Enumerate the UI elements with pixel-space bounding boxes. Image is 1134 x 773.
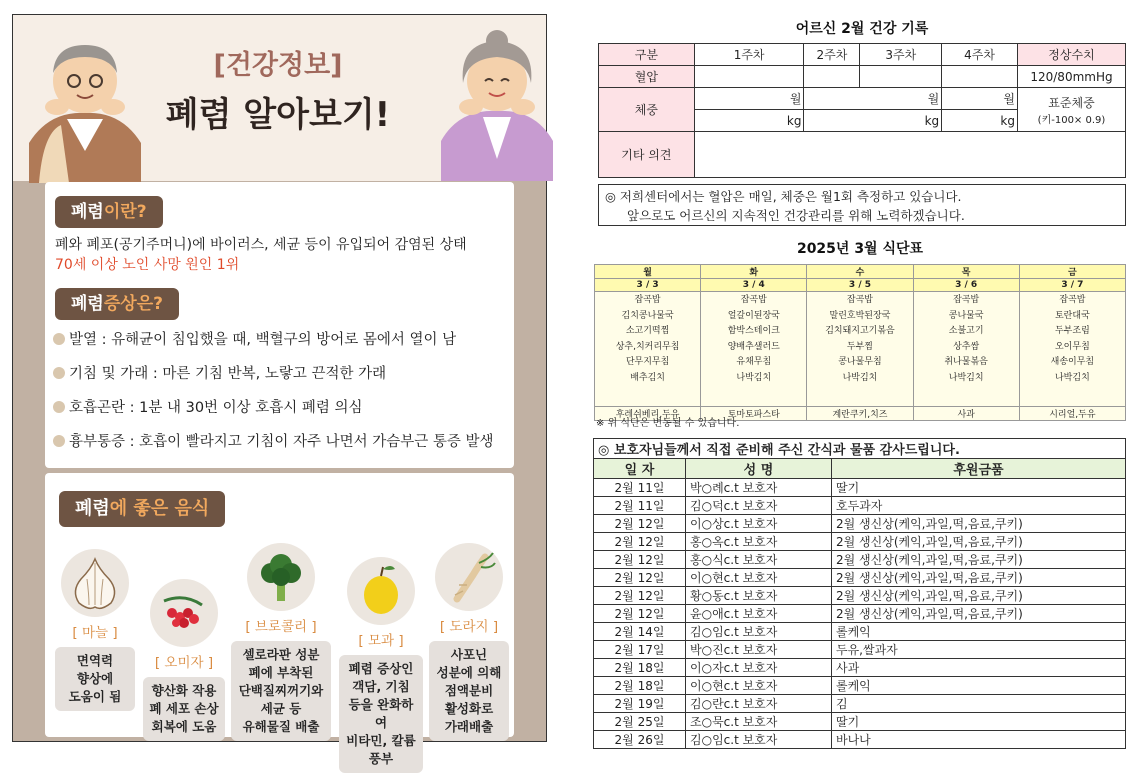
row-item: 딸기 bbox=[832, 713, 1126, 731]
weight-kg-cell[interactable]: kg bbox=[804, 110, 942, 132]
weight-month-cell[interactable]: 월 bbox=[942, 88, 1018, 110]
menu-meals-wed bbox=[807, 292, 913, 407]
food-desc bbox=[143, 677, 225, 741]
menu-dish: 김치콩나물국 bbox=[621, 310, 674, 321]
row-date: 2월 12일 bbox=[594, 551, 686, 569]
row-item: 김 bbox=[832, 695, 1126, 713]
symptom-text: 기침 및 가래 : 마른 기침 반복, 노랗고 끈적한 가래 bbox=[69, 366, 387, 382]
food-item-garlic bbox=[55, 549, 135, 711]
menu-dish: 단무지무침 bbox=[625, 357, 670, 367]
row-date: 2월 19일 bbox=[594, 695, 686, 713]
row-name: 이○현c.t 보호자 bbox=[686, 677, 832, 695]
meal-menu-table bbox=[594, 264, 1126, 421]
weight-kg-cell[interactable]: kg bbox=[694, 110, 804, 132]
table-header-cell: 구분 bbox=[599, 44, 695, 66]
food-item-bellflower-root bbox=[429, 543, 509, 741]
menu-dish: 나박김치 bbox=[1054, 372, 1090, 383]
good-foods-panel bbox=[45, 473, 514, 766]
row-item: 2월 생신상(케익,과일,떡,음료,쿠키) bbox=[832, 605, 1126, 623]
row-date: 2월 12일 bbox=[594, 533, 686, 551]
table-header-cell: 성 명 bbox=[686, 459, 832, 479]
health-info-poster bbox=[12, 14, 547, 766]
row-date: 2월 17일 bbox=[594, 641, 686, 659]
quince-icon bbox=[347, 557, 415, 625]
menu-title: 2025년 3월 식단표 bbox=[796, 241, 924, 257]
food-item-broccoli bbox=[231, 543, 331, 741]
menu-snack: 후레쉬베리,두유 bbox=[595, 407, 701, 421]
food-desc-line: 향상에 bbox=[76, 671, 114, 686]
health-record-title: 어르신 2월 건강 기록 bbox=[795, 21, 929, 37]
menu-dish: 상추,치커리무침 bbox=[615, 341, 680, 352]
menu-dish: 배추김치 bbox=[630, 372, 665, 383]
menu-day: 금 bbox=[1019, 265, 1125, 279]
grandmother-illustration bbox=[441, 29, 553, 181]
food-desc-line: 폐 세포 손상 bbox=[149, 701, 219, 716]
weight-month-cell[interactable]: 월 bbox=[694, 88, 804, 110]
grandfather-illustration bbox=[29, 33, 141, 183]
row-item: 딸기 bbox=[832, 479, 1126, 497]
row-date: 2월 11일 bbox=[594, 497, 686, 515]
food-desc-line: 단백질찌꺼기와 bbox=[238, 683, 324, 698]
row-name: 홍○옥c.t 보호자 bbox=[686, 533, 832, 551]
mortality-alert: 70세 이상 노인 사망 원인 1위 bbox=[55, 257, 240, 273]
menu-dish: 나박김치 bbox=[736, 372, 772, 383]
std-weight-formula: (키-100× 0.9) bbox=[1037, 114, 1106, 126]
row-item: 롤케익 bbox=[832, 677, 1126, 695]
row-date: 2월 12일 bbox=[594, 605, 686, 623]
bp-cell[interactable] bbox=[942, 66, 1018, 88]
garlic-icon bbox=[61, 549, 129, 617]
row-date: 2월 12일 bbox=[594, 587, 686, 605]
menu-dish: 두부찜 bbox=[846, 341, 874, 352]
table-header-cell: 일 자 bbox=[594, 459, 686, 479]
menu-note: ※ 위 식단은 변동될 수 있습니다. bbox=[596, 418, 740, 429]
poster-tag: [건강정보] bbox=[213, 50, 343, 81]
table-row bbox=[594, 623, 1126, 641]
bp-cell[interactable] bbox=[860, 66, 942, 88]
omija-berry-icon bbox=[150, 579, 218, 647]
menu-date: 3 / 4 bbox=[701, 279, 807, 292]
poster-title: 폐렴 알아보기! bbox=[165, 95, 391, 135]
menu-dish: 토란대국 bbox=[1054, 310, 1090, 321]
food-name: [ 브로콜리 ] bbox=[245, 619, 317, 635]
menu-dish: 소고기떡찜 bbox=[625, 326, 670, 336]
food-item-omija bbox=[143, 579, 225, 741]
bp-label: 혈압 bbox=[599, 66, 695, 88]
menu-dish: 잡곡밥 bbox=[1059, 295, 1086, 305]
row-name: 조○묵c.t 보호자 bbox=[686, 713, 832, 731]
row-date: 2월 14일 bbox=[594, 623, 686, 641]
weight-month-cell[interactable]: 월 bbox=[804, 88, 942, 110]
foods-heading bbox=[59, 491, 225, 527]
food-desc-line: 비타민, 칼륨 bbox=[346, 733, 416, 748]
menu-dish: 잡곡밥 bbox=[634, 295, 661, 305]
row-date: 2월 18일 bbox=[594, 677, 686, 695]
food-desc-line: 면역력 bbox=[76, 653, 114, 668]
bp-cell[interactable] bbox=[804, 66, 860, 88]
pneumonia-info-panel bbox=[45, 182, 514, 468]
bullet-icon bbox=[53, 401, 65, 413]
symptom-item bbox=[53, 430, 494, 451]
food-desc-line: 점액분비 bbox=[444, 683, 494, 698]
menu-dish: 잡곡밥 bbox=[846, 295, 874, 305]
menu-day: 목 bbox=[913, 265, 1019, 279]
menu-dish: 함박스테이크 bbox=[727, 326, 780, 336]
row-name: 김○임c.t 보호자 bbox=[686, 731, 832, 749]
row-date: 2월 12일 bbox=[594, 515, 686, 533]
foods-heading-main: 폐렴 bbox=[75, 498, 110, 519]
health-note-line: ◎ 저희센터에서는 혈압은 매일, 체중은 월1회 측정하고 있습니다. bbox=[605, 189, 962, 204]
menu-dish: 콩나물무침 bbox=[838, 357, 882, 367]
food-desc-line: 객담, 기침 bbox=[352, 679, 410, 694]
food-name: [ 모과 ] bbox=[358, 633, 404, 649]
menu-dish: 콩나물국 bbox=[948, 310, 984, 321]
broccoli-icon bbox=[247, 543, 315, 611]
table-row bbox=[594, 641, 1126, 659]
table-row bbox=[594, 533, 1126, 551]
table-header-cell: 1주차 bbox=[694, 44, 804, 66]
table-row bbox=[594, 587, 1126, 605]
menu-snack: 사과 bbox=[913, 407, 1019, 421]
food-desc-line: 폐에 부착된 bbox=[248, 665, 314, 680]
menu-date: 3 / 5 bbox=[807, 279, 913, 292]
menu-dish: 소불고기 bbox=[948, 326, 984, 336]
definition-heading-main: 폐렴 bbox=[71, 202, 104, 222]
food-name: [ 도라지 ] bbox=[439, 619, 499, 635]
menu-meals-mon bbox=[595, 292, 701, 407]
row-name: 이○현c.t 보호자 bbox=[686, 569, 832, 587]
menu-dish: 김치돼지고기볶음 bbox=[825, 326, 895, 336]
row-name: 이○상c.t 보호자 bbox=[686, 515, 832, 533]
row-date: 2월 18일 bbox=[594, 659, 686, 677]
donation-thanks-table bbox=[593, 438, 1126, 749]
food-item-quince bbox=[339, 557, 423, 773]
food-desc-line: 세균 등 bbox=[260, 701, 302, 716]
menu-day: 화 bbox=[701, 265, 807, 279]
symptom-item bbox=[53, 396, 363, 417]
std-weight-cell bbox=[1017, 88, 1125, 132]
symptom-text: 호흡곤란 : 1분 내 30번 이상 호흡시 폐렴 의심 bbox=[69, 400, 363, 416]
menu-date: 3 / 6 bbox=[913, 279, 1019, 292]
table-row bbox=[594, 659, 1126, 677]
table-row bbox=[594, 731, 1126, 749]
menu-day: 수 bbox=[807, 265, 913, 279]
menu-snack: 토마토파스타 bbox=[701, 407, 807, 421]
row-item: 2월 생신상(케익,과일,떡,음료,쿠키) bbox=[832, 587, 1126, 605]
table-header-cell: 2주차 bbox=[804, 44, 860, 66]
row-item: 두유,쌀과자 bbox=[832, 641, 1126, 659]
symptoms-heading-main: 폐렴 bbox=[71, 294, 104, 314]
table-row bbox=[594, 515, 1126, 533]
row-name: 윤○애c.t 보호자 bbox=[686, 605, 832, 623]
food-desc bbox=[55, 647, 135, 711]
food-desc-line: 회복에 도움 bbox=[151, 719, 217, 734]
food-desc bbox=[429, 641, 509, 741]
thanks-title: ◎ 보호자님들께서 직접 준비해 주신 간식과 물품 감사드립니다. bbox=[594, 439, 1126, 459]
table-row bbox=[594, 713, 1126, 731]
menu-snack: 시리얼,두유 bbox=[1019, 407, 1125, 421]
symptom-item bbox=[53, 362, 386, 383]
weight-label: 체중 bbox=[599, 88, 695, 132]
table-row bbox=[594, 497, 1126, 515]
row-name: 홍○식c.t 보호자 bbox=[686, 551, 832, 569]
table-header-cell: 정상수치 bbox=[1017, 44, 1125, 66]
table-header-cell: 4주차 bbox=[942, 44, 1018, 66]
row-name: 황○동c.t 보호자 bbox=[686, 587, 832, 605]
food-desc-line: 풍부 bbox=[368, 751, 394, 766]
symptom-text: 발열 : 유해균이 침입했을 때, 백혈구의 방어로 몸에서 열이 남 bbox=[69, 332, 457, 348]
food-desc-line: 향산화 작용 bbox=[151, 683, 217, 698]
menu-dish: 잡곡밥 bbox=[740, 295, 767, 305]
menu-dish: 새송이무침 bbox=[1050, 357, 1095, 367]
row-date: 2월 25일 bbox=[594, 713, 686, 731]
food-desc-line: 성분에 의해 bbox=[436, 665, 502, 680]
food-desc-line: 사포닌 bbox=[450, 647, 488, 662]
table-header-cell: 3주차 bbox=[860, 44, 942, 66]
row-item: 2월 생신상(케익,과일,떡,음료,쿠키) bbox=[832, 551, 1126, 569]
row-item: 롤케익 bbox=[832, 623, 1126, 641]
row-name: 김○임c.t 보호자 bbox=[686, 623, 832, 641]
row-name: 김○덕c.t 보호자 bbox=[686, 497, 832, 515]
food-desc-line: 유해물질 배출 bbox=[242, 719, 320, 734]
table-row bbox=[594, 695, 1126, 713]
food-name: [ 오미자 ] bbox=[154, 655, 214, 671]
std-weight-label: 표준체중 bbox=[1048, 95, 1095, 110]
menu-date: 3 / 3 bbox=[595, 279, 701, 292]
row-item: 2월 생신상(케익,과일,떡,음료,쿠키) bbox=[832, 569, 1126, 587]
row-date: 2월 11일 bbox=[594, 479, 686, 497]
food-desc bbox=[231, 641, 331, 741]
row-date: 2월 26일 bbox=[594, 731, 686, 749]
food-name: [ 마늘 ] bbox=[72, 625, 118, 641]
health-note-line: 앞으로도 어르신의 지속적인 건강관리를 위해 노력하겠습니다. bbox=[627, 208, 965, 223]
menu-snack: 계란쿠키,치즈 bbox=[807, 407, 913, 421]
food-desc-line: 가래배출 bbox=[444, 719, 494, 734]
row-name: 박○례c.t 보호자 bbox=[686, 479, 832, 497]
menu-dish: 취나물볶음 bbox=[944, 357, 988, 367]
definition-heading bbox=[55, 196, 163, 228]
symptom-item bbox=[53, 328, 456, 349]
health-record-table bbox=[598, 43, 1126, 178]
menu-date: 3 / 7 bbox=[1019, 279, 1125, 292]
other-opinion-label: 기타 의견 bbox=[599, 132, 695, 178]
row-item: 2월 생신상(케익,과일,떡,음료,쿠키) bbox=[832, 533, 1126, 551]
table-row bbox=[594, 677, 1126, 695]
symptoms-heading-accent: 증상은? bbox=[103, 294, 163, 314]
table-row bbox=[594, 551, 1126, 569]
bullet-icon bbox=[53, 367, 65, 379]
food-desc bbox=[339, 655, 423, 773]
menu-dish: 잡곡밥 bbox=[953, 295, 980, 305]
bullet-icon bbox=[53, 435, 65, 447]
row-name: 김○란c.t 보호자 bbox=[686, 695, 832, 713]
table-row bbox=[594, 605, 1126, 623]
row-item: 바나나 bbox=[832, 731, 1126, 749]
food-desc-line: 폐렴 증상인 bbox=[348, 661, 414, 676]
table-header-cell: 후원금품 bbox=[832, 459, 1126, 479]
bp-normal: 120/80mmHg bbox=[1017, 66, 1125, 88]
food-desc-line: 등을 완화하여 bbox=[348, 697, 414, 730]
food-desc-line: 활성화로 bbox=[444, 701, 494, 716]
menu-dish: 유채무침 bbox=[736, 357, 772, 367]
food-desc-line: 셀로라판 성분 bbox=[242, 647, 320, 662]
weight-kg-cell[interactable]: kg bbox=[942, 110, 1018, 132]
menu-dish: 양배추샐러드 bbox=[727, 341, 780, 352]
health-note bbox=[598, 184, 1126, 226]
definition-text: 폐와 폐포(공기주머니)에 바이러스, 세균 등이 유입되어 감염된 상태 bbox=[55, 237, 467, 253]
menu-dish: 나박김치 bbox=[948, 372, 984, 383]
symptoms-heading bbox=[55, 288, 179, 320]
row-item: 사과 bbox=[832, 659, 1126, 677]
row-item: 호두과자 bbox=[832, 497, 1126, 515]
table-row bbox=[594, 569, 1126, 587]
menu-dish: 두부조림 bbox=[1054, 326, 1090, 336]
bp-cell[interactable] bbox=[694, 66, 804, 88]
menu-dish: 나박김치 bbox=[842, 372, 878, 383]
row-name: 박○진c.t 보호자 bbox=[686, 641, 832, 659]
bullet-icon bbox=[53, 333, 65, 345]
foods-heading-accent: 에 좋은 음식 bbox=[109, 498, 210, 519]
menu-meals-fri bbox=[1019, 292, 1125, 407]
bellflower-root-icon bbox=[435, 543, 503, 611]
menu-meals-thu bbox=[913, 292, 1019, 407]
other-opinion-cell[interactable] bbox=[694, 132, 1125, 178]
menu-meals-tue bbox=[701, 292, 807, 407]
food-desc-line: 도움이 됨 bbox=[68, 689, 122, 704]
menu-dish: 상추쌈 bbox=[953, 341, 980, 352]
row-item: 2월 생신상(케익,과일,떡,음료,쿠키) bbox=[832, 515, 1126, 533]
definition-heading-accent: 이란? bbox=[103, 202, 147, 222]
menu-day: 월 bbox=[595, 265, 701, 279]
menu-dish: 오이무침 bbox=[1054, 341, 1090, 352]
menu-dish: 얼갈이된장국 bbox=[727, 310, 780, 321]
menu-dish: 말린호박된장국 bbox=[829, 310, 891, 321]
row-date: 2월 12일 bbox=[594, 569, 686, 587]
symptom-text: 흉부통증 : 호흡이 빨라지고 기침이 자주 나면서 가슴부근 통증 발생 bbox=[69, 434, 494, 450]
table-row bbox=[594, 479, 1126, 497]
row-name: 이○자c.t 보호자 bbox=[686, 659, 832, 677]
